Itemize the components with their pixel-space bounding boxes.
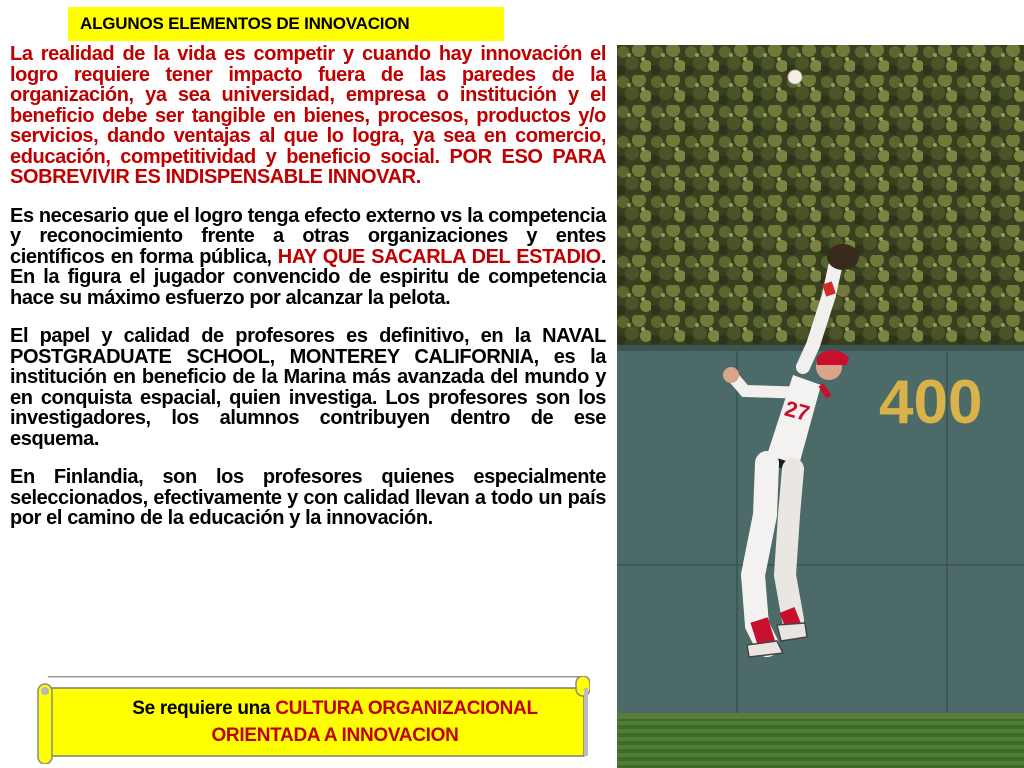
paragraph-2-highlight: HAY QUE SACARLA DEL ESTADIO	[277, 245, 601, 268]
body-text	[10, 44, 606, 547]
baseball-photo-illustration	[617, 45, 1024, 768]
wall-distance-number: 400	[879, 368, 983, 437]
conclusion-prefix: Se requiere una	[132, 698, 276, 719]
conclusion-highlight-2: ORIENTADA A INNOVACION	[211, 725, 459, 746]
paragraph-2-end: . En la figura el jugador convencido de espiritu de competencia hace su máximo esfuerzo por alcanzar la pelota.	[10, 245, 606, 309]
conclusion-highlight-1: CULTURA ORGANIZACIONAL	[275, 698, 538, 719]
paragraph-1: La realidad de la vida es competir y cuando hay innovación el logro requiere tener impacto fuera de las paredes de la organización, ya sea universidad, empresa o institución y el beneficio debe ser tangible en bienes, procesos, productos y/o servicios, dando ventajas al que lo logra, ya sea en comercio, educación, competitividad y beneficio social. POR ESO PARA SOBREVIVIR ES INDISPENSABLE INNOVAR.	[10, 43, 606, 188]
paragraph-4: En Finlandia, son los profesores quienes especialmente seleccionados, efectivamente y con calidad llevan a todo un país por el camino de la educación y la innovación.	[10, 466, 606, 529]
baseball-photo	[617, 45, 1024, 768]
title-banner	[68, 7, 504, 41]
conclusion-text	[80, 695, 590, 749]
conclusion-scroll-banner	[36, 676, 590, 764]
slide-title: ALGUNOS ELEMENTOS DE INNOVACION	[80, 14, 410, 33]
paragraph-2	[10, 206, 606, 309]
paragraph-2-start: Es necesario que el logro tenga efecto externo vs la competencia y reconocimiento frente a otras organizaciones y entes científicos en forma pública,	[10, 204, 606, 268]
svg-text:27: 27	[782, 395, 813, 427]
paragraph-3: El papel y calidad de profesores es definitivo, en la NAVAL POSTGRADUATE SCHOOL, MONTEREY CALIFORNIA, es la institución en beneficio de la Marina más avanzada del mundo y en conquista espacial, quien investiga. Los profesores son los investigadores, los alumnos contribuyen dentro de ese esquema.	[10, 325, 606, 450]
